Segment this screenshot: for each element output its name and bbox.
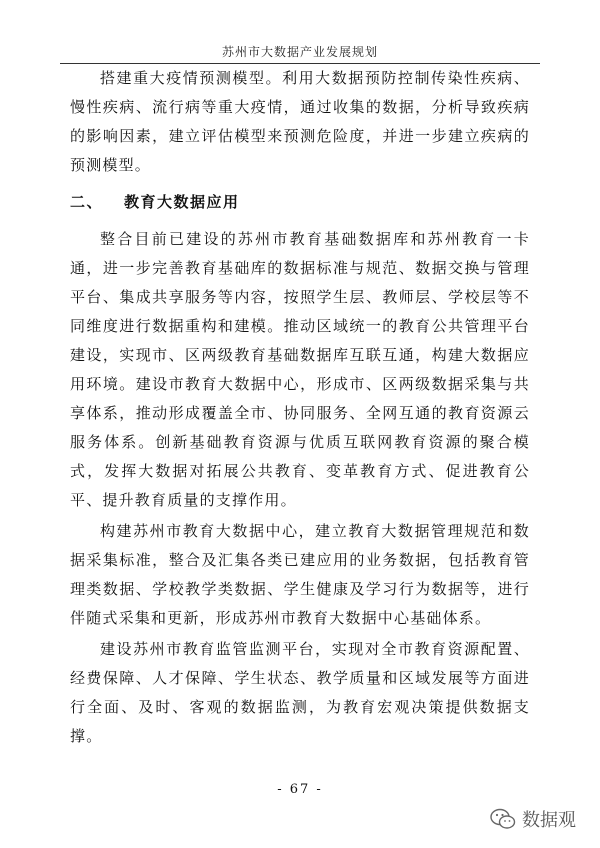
page-header: 苏州市大数据产业发展规划 <box>221 45 378 59</box>
page-number: - 67 - <box>277 782 323 797</box>
body-paragraph-2: 构建苏州市教育大数据中心，建立教育大数据管理规范和数据采集标准，整合及汇集各类已建应用的业务数据，包括教育管理类数据、学校教学类数据、学生健康及学习行为数据等，进行伴随式采集和更新，形成苏州市教育大数据中心基础体系。 <box>70 522 530 627</box>
page-body <box>70 64 530 751</box>
body-paragraph-1: 整合目前已建设的苏州市教育基础数据库和苏州教育一卡通，进一步完善教育基础库的数据标准与规范、数据交换与管理平台、集成共享服务等内容，按照学生层、教师层、学校层等不同维度进行数据重构和建模。推动区域统一的教育公共管理平台建设，实现市、区两级教育基础数据库互联互通，构建大数据应用环境。建设市教育大数据中心，形成市、区两级数据采集与共享体系，推动形成覆盖全市、协同服务、全网互通的教育资源云服务体系。创新基础教育资源与优质互联网教育资源的聚合模式，发挥大数据对拓展公共教育、变革教育方式、促进教育公平、提升教育质量的支撑作用。 <box>70 230 530 509</box>
watermark-text: 数据观 <box>522 810 576 831</box>
section-title: 教育大数据应用 <box>124 193 240 211</box>
section-number: 二、 <box>70 193 104 211</box>
body-paragraph-3: 建设苏州市教育监管监测平台，实现对全市教育资源配置、经费保障、人才保障、学生状态、教学质量和区域发展等方面进行全面、及时、客观的数据监测，为教育宏观决策提供数据支撑。 <box>70 640 530 745</box>
wechat-icon <box>490 808 516 830</box>
section-heading <box>70 188 530 217</box>
watermark <box>490 806 576 832</box>
intro-paragraph: 搭建重大疫情预测模型。利用大数据预防控制传染性疾病、慢性疾病、流行病等重大疫情，通过收集的数据，分析导致疾病的影响因素，建立评估模型来预测危险度，并进一步建立疾病的预测模型。 <box>70 69 530 174</box>
